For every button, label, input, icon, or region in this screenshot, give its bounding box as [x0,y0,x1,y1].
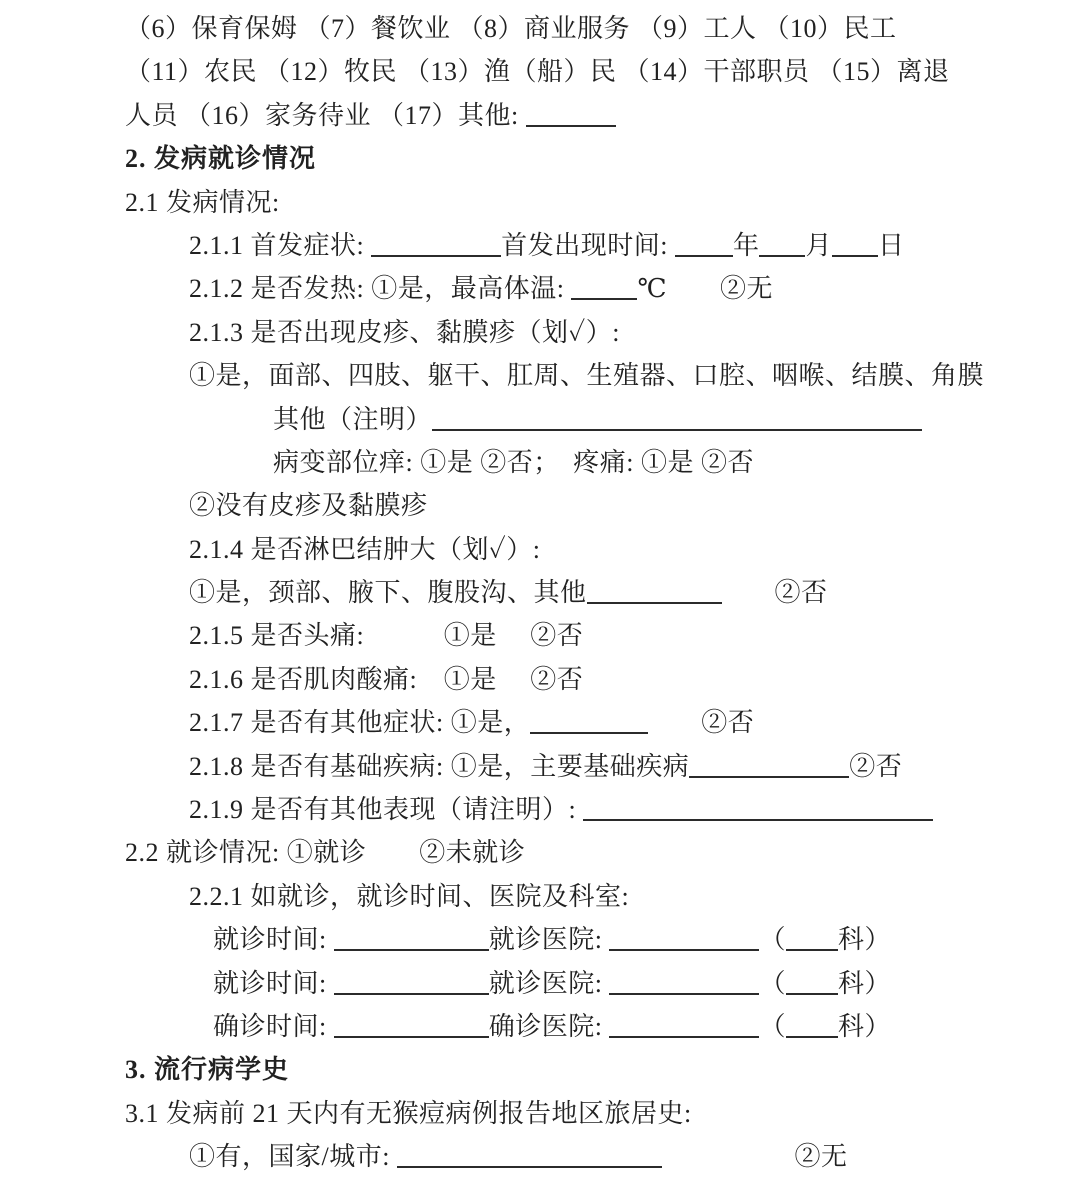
occupation-codes-line-1 [125,7,985,50]
max-temperature-blank[interactable] [571,293,637,300]
text: ℃ ②无 [637,274,774,304]
text: 就诊医院: [488,968,610,998]
travel-country-city-blank[interactable] [397,1161,662,1168]
text: 确诊时间: [213,1011,334,1041]
text: 3.1 发病前 21 天内有无猴痘病例报告地区旅居史: [125,1098,692,1128]
text: 2.1.8 是否有基础疾病: ①是，主要基础疾病 [189,751,690,781]
text: 年 [732,230,760,260]
q-2-1-7 [125,701,985,744]
text: 其他（注明） [273,404,433,434]
text: 2.1.1 首发症状: [189,230,372,260]
heading-text: 3. 流行病学史 [125,1055,290,1085]
text: （6）保育保姆 （7）餐饮业 （8）商业服务 （9）工人 （10）民工 [125,14,897,43]
underlying-disease-blank[interactable] [689,771,849,778]
q-2-1-1 [125,224,985,267]
document-body [125,7,985,1179]
text: 2.1.3 是否出现皮疹、黏膜疹（划✓）: [189,317,620,347]
other-symptoms-blank[interactable] [530,727,648,734]
text: 2.1.6 是否肌肉酸痛: ①是 ②否 [189,664,584,694]
onset-day-blank[interactable] [832,250,878,257]
text: 2.2.1 如就诊，就诊时间、医院及科室: [189,881,630,911]
onset-year-blank[interactable] [675,250,733,257]
text: 2.1 发病情况: [125,187,280,217]
q-3-1-options [125,1135,985,1178]
text: （ [759,1011,786,1041]
first-symptom-blank[interactable] [371,250,501,257]
text: 首发出现时间: [501,230,675,260]
heading-text: 2. 发病就诊情况 [125,144,317,174]
text: 就诊时间: [213,925,334,955]
q-2-1-5 [125,614,985,657]
visit1-hospital-blank[interactable] [609,944,759,951]
text: ①是，面部、四肢、躯干、肛周、生殖器、口腔、咽喉、结膜、角膜 [189,361,985,391]
q-2-1-4-options [125,571,985,614]
text: 病变部位痒: ①是 ②否； 疼痛: ①是 ②否 [273,447,754,477]
text: ②否 [721,578,828,608]
text: 月 [805,230,832,260]
confirm-row [125,1005,985,1048]
text: 2.1.9 是否有其他表现（请注明）: [189,795,584,825]
text: ②无 [661,1142,848,1172]
text: 2.2 就诊情况: ①就诊 ②未就诊 [125,838,526,868]
onset-month-blank[interactable] [759,250,805,257]
q-2-2 [125,831,985,874]
confirm-dept-blank[interactable] [786,1031,838,1038]
text: 就诊医院: [488,925,610,955]
text: ②没有皮疹及黏膜疹 [189,491,428,521]
text: ①是，颈部、腋下、腹股沟、其他 [189,578,587,608]
section-heading-3 [125,1048,985,1091]
q-2-1-2 [125,267,985,310]
text: ②否 [648,708,755,738]
visit-row-2 [125,962,985,1005]
text: 2.1.5 是否头痛: ①是 ②否 [189,621,584,651]
q-2-1-4 [125,528,985,571]
occupation-codes-line-2 [125,50,985,93]
q-2-1-3-itch-pain [125,441,985,484]
q-2-1-6 [125,658,985,701]
confirm-time-blank[interactable] [334,1031,489,1038]
q-2-2-1 [125,875,985,918]
text: （ [759,968,786,998]
q-3-1 [125,1092,985,1135]
visit2-hospital-blank[interactable] [609,988,759,995]
q-2-1-3-option-2 [125,484,985,527]
q-2-1-9 [125,788,985,831]
text: （11）农民 （12）牧民 （13）渔（船）民 （14）干部职员 （15）离退 [125,57,950,87]
visit-row-1 [125,918,985,961]
lymph-other-site-blank[interactable] [587,597,722,604]
q-2-1-3 [125,311,985,354]
visit2-dept-blank[interactable] [786,988,838,995]
other-occupation-blank[interactable] [526,120,616,127]
text: 科） [837,1011,891,1041]
text: 人员 （16）家务待业 （17）其他: [125,100,526,130]
text: ②否 [849,751,903,781]
text: 科） [837,968,891,998]
q-2-1-3-other [125,398,985,441]
text: 科） [837,925,891,955]
q-2-1 [125,181,985,224]
occupation-codes-line-3 [125,94,985,137]
text: 2.1.7 是否有其他症状: ①是， [189,708,531,738]
text: 就诊时间: [213,968,334,998]
visit1-dept-blank[interactable] [786,944,838,951]
q-2-1-8 [125,745,985,788]
text: 日 [878,230,905,260]
section-heading-2 [125,137,985,180]
text: 确诊医院: [488,1011,610,1041]
other-manifestations-blank[interactable] [583,814,933,821]
text: 2.1.2 是否发热: ①是，最高体温: [189,274,572,304]
text: ①有，国家/城市: [189,1142,397,1172]
visit1-time-blank[interactable] [334,944,489,951]
q-2-1-3-option-1 [125,354,985,397]
rash-other-site-blank[interactable] [432,424,922,431]
confirm-hospital-blank[interactable] [609,1031,759,1038]
text: （ [759,925,786,955]
text: 2.1.4 是否淋巴结肿大（划✓）: [189,534,541,564]
visit2-time-blank[interactable] [334,988,489,995]
